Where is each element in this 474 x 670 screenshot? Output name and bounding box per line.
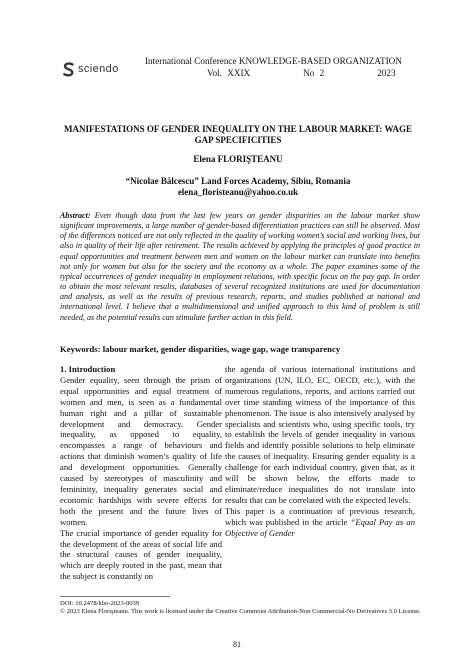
- author-name: Elena FLORIŞTEANU: [193, 154, 283, 164]
- volume-issue-year: Vol. XXIX No 2 2023: [207, 67, 396, 78]
- footnote: [60, 600, 425, 616]
- license-notice: © 2023 Elena Florişteanu. This work is licensed under the Creative Commons Attribution-Non Commercial-No Derivatives 3.0 License.: [60, 608, 421, 615]
- author-email[interactable]: elena_floristeanu@yahoo.co.uk: [177, 187, 299, 197]
- footnote-divider: [60, 596, 170, 597]
- logo-text: sciendo: [78, 63, 119, 75]
- abstract-text: Even though data from the last few years on gender disparities on the labour market show significant improvements, a large number of gender-based differentiation practices can still be observed. Most of the differences noticed are not only reflected in the quality of working women’s social and working lives, but also in quality of their life after retirement. The results achieved by applying the principles of good practice in equal opportunities and treatment between men and women on the labour market can translate into benefits not only for women but also for the society and the economy as a whole. The paper examines some of the typical occurrences of gender inequality in employment relations, with specific focus on the pay gap. In order to obtain the most relevant results, databases of several recognized institutions are used for documentation and analysis, as well as the results of previous research, reports, and studies published at national and international level. I believe that a multidimensional and unified approach to this kind of problem is still needed, as the potential results can stimulate further action in this field.: [60, 211, 420, 322]
- conference-title: International Conference KNOWLEDGE-BASED ORGANIZATION: [145, 56, 402, 66]
- paragraph: the agenda of various international institutions and organizations (UN, ILO, EC, OECD, etc.), with the numerous regulations, reports, and actions carried out over time standing witness of the importance of this phenomenon. The issue is also intensively analysed by specialists and scientists who, using specific tools, try to establish the levels of gender inequality in various fields and identify possible solutions to help eliminate the causes of inequality. Ensuring gender equality is a challenge for each individual country, given that, as it will be shown below, the efforts made to eliminate/reduce inequalities do not translate into results that can be correlated with the expected levels.: [225, 364, 415, 505]
- section-heading-introduction: 1. Introduction: [60, 364, 116, 374]
- paper-title: MANIFESTATIONS OF GENDER INEQUALITY ON THE LABOUR MARKET: WAGE GAP SPECIFICITIES: [63, 124, 413, 145]
- sciendo-s-icon: [62, 62, 75, 77]
- affiliation: “Nicolae Bălcescu” Land Forces Academy, Sibiu, Romania: [125, 176, 351, 186]
- paragraph: Gender equality, seen through the prism of equal opportunities and equal treatment of women and men, is seen as a fundamental human right and a pillar of sustainable development and democracy. Gender inequality, as opposed to equality, encompasses a range of behaviours and actions that diminish women’s quality of life and development opportunities. Generally caused by stereotypes of masculinity and femininity, inequality generates social and economic hardships with severe effects for both the present and the future lives of women.: [60, 374, 222, 527]
- page-number: 81: [233, 640, 241, 649]
- paragraph: [225, 506, 415, 539]
- doi[interactable]: DOI: 10.2478/kbo-2023-0039: [60, 600, 140, 607]
- sciendo-logo: [62, 60, 119, 78]
- keywords: Keywords: labour market, gender disparities, wage gap, wage transparency: [60, 344, 341, 354]
- right-column: [225, 364, 415, 539]
- paragraph-text: This paper is a continuation of previous research, which was published in the article: [225, 505, 415, 527]
- cited-article-title: “Equal Pay as an Objective of Gender: [225, 516, 415, 538]
- abstract: [60, 211, 420, 323]
- conference-header: [145, 56, 445, 79]
- author-affiliation-block: [60, 176, 416, 198]
- paragraph: The crucial importance of gender equality for the development of the areas of social life and the structural causes of gender inequality, which are deeply rooted in the past, mean that the subject is constantly on: [60, 527, 222, 582]
- abstract-label: Abstract:: [60, 211, 91, 220]
- left-column: [60, 364, 222, 582]
